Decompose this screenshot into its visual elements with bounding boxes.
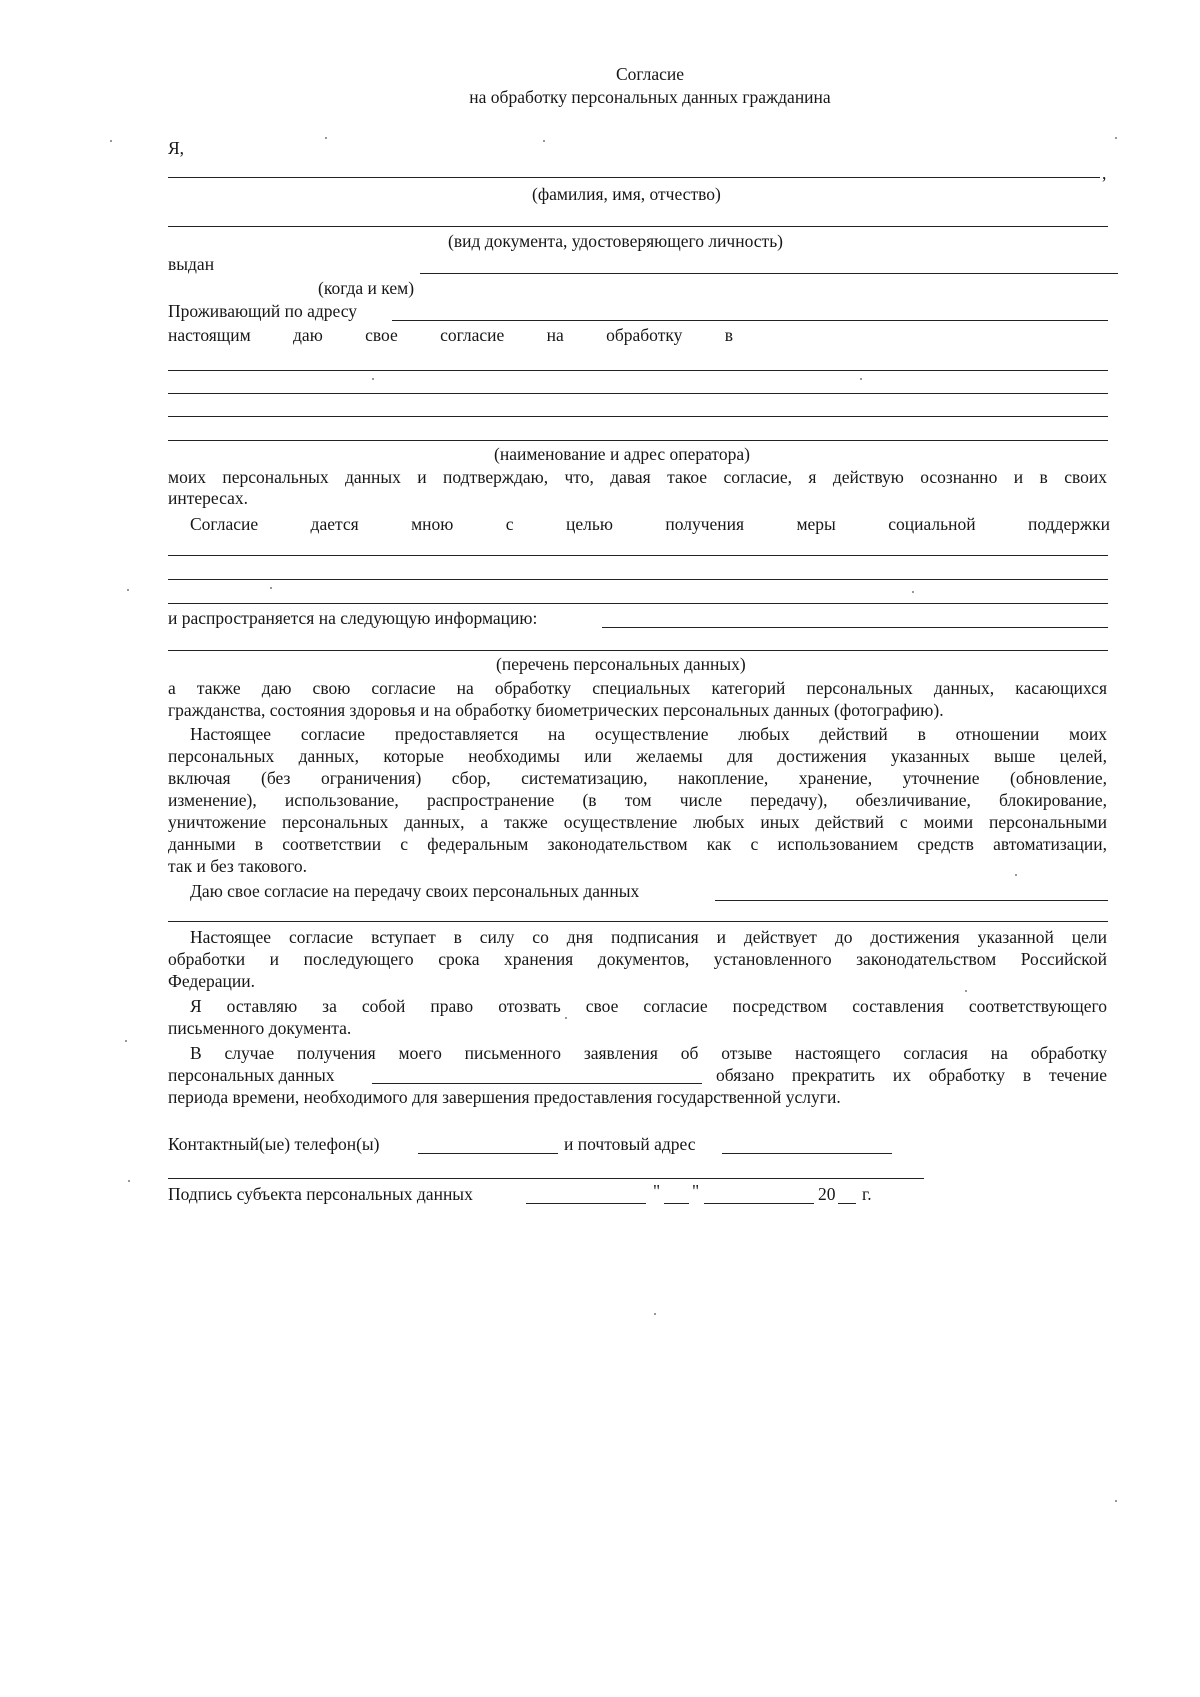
- paragraph-line: изменение), использование, распространение (в том числе передачу), обезличивание, блокирование,: [168, 790, 1107, 810]
- operator-field-line[interactable]: [168, 416, 1108, 417]
- scan-speck: [965, 990, 967, 992]
- paragraph-line: а также даю свою согласие на обработку специальных категорий персональных данных, касающихся: [168, 678, 1107, 698]
- scan-speck: [654, 1313, 656, 1315]
- scan-speck: [125, 1040, 127, 1042]
- consent-word: в: [724, 325, 733, 345]
- purpose-word: целью: [565, 514, 613, 534]
- paragraph-line: включая (без ограничения) сбор, систематизацию, накопление, хранение, уточнение (обновление,: [168, 768, 1107, 788]
- fio-field-line[interactable]: [168, 177, 1100, 178]
- id-document-caption: (вид документа, удостоверяющего личность): [448, 231, 784, 251]
- date-year-suffix: г.: [862, 1184, 872, 1204]
- consent-word: на: [546, 325, 564, 345]
- scan-speck: [860, 378, 862, 380]
- info-list-caption: (перечень персональных данных): [496, 654, 746, 674]
- scan-speck: [543, 140, 545, 142]
- signature-field-line[interactable]: [526, 1203, 646, 1204]
- operator-caption: (наименование и адрес оператора): [494, 444, 750, 464]
- operator-field-line[interactable]: [168, 440, 1108, 441]
- phone-field-line[interactable]: [418, 1153, 558, 1154]
- scan-speck: [565, 1017, 567, 1019]
- processor-field-line[interactable]: [372, 1083, 702, 1084]
- fio-comma: ,: [1102, 163, 1107, 183]
- document-subtitle: на обработку персональных данных гражданина: [469, 87, 831, 107]
- issued-label: выдан: [168, 254, 215, 274]
- paragraph-line: интересах.: [168, 488, 248, 508]
- consent-word: даю: [293, 325, 323, 345]
- operator-field-line[interactable]: [168, 370, 1108, 371]
- paragraph-line: обработки и последующего срока хранения документов, установленного законодательством Российской: [168, 949, 1107, 969]
- consent-line: [168, 325, 733, 345]
- paragraph-line: Федерации.: [168, 971, 256, 991]
- signature-label: Подпись субъекта персональных данных: [168, 1184, 473, 1204]
- consent-word: настоящим: [168, 325, 251, 345]
- date-year-prefix: 20: [818, 1184, 836, 1204]
- purpose-word: социальной: [888, 514, 976, 534]
- ya-label: Я,: [168, 138, 185, 158]
- date-month-field-line[interactable]: [704, 1203, 814, 1204]
- scan-speck: [1115, 137, 1117, 139]
- paragraph-line: обязано прекратить их обработку в течение: [716, 1065, 1107, 1085]
- transfer-field-line[interactable]: [715, 900, 1108, 901]
- paragraph-line: моих персональных данных и подтверждаю, что, давая такое согласие, я действую осознанно и в своих: [168, 467, 1107, 487]
- consent-word: обработку: [606, 325, 683, 345]
- purpose-word: меры: [796, 514, 836, 534]
- paragraph-line: В случае получения моего письменного заявления об отзыве настоящего согласия на обработку: [190, 1043, 1107, 1063]
- purpose-word: получения: [665, 514, 745, 534]
- paragraph-line: письменного документа.: [168, 1018, 352, 1038]
- operator-field-line[interactable]: [168, 393, 1108, 394]
- address-label: Проживающий по адресу: [168, 301, 358, 321]
- scan-speck: [270, 587, 272, 589]
- purpose-word: дается: [310, 514, 359, 534]
- date-day-field-line[interactable]: [664, 1203, 689, 1204]
- scan-speck: [325, 137, 327, 139]
- address-field-line[interactable]: [392, 320, 1108, 321]
- scan-speck: [912, 591, 914, 593]
- applies-to-label: и распространяется на следующую информацию:: [168, 608, 538, 628]
- purpose-field-line[interactable]: [168, 579, 1108, 580]
- scan-speck: [1115, 1500, 1117, 1502]
- purpose-field-line[interactable]: [168, 555, 1108, 556]
- paragraph-line: уничтожение персональных данных, а также осуществление любых иных действий с моими персональными: [168, 812, 1107, 832]
- document-title: Согласие: [615, 64, 685, 84]
- paragraph-line: персональных данных, которые необходимы или желаемы для достижения указанных выше целей,: [168, 746, 1107, 766]
- purpose-line: [190, 514, 1110, 534]
- consent-word: согласие: [440, 325, 505, 345]
- scan-speck: [110, 140, 112, 142]
- transfer-label: Даю свое согласие на передачу своих персональных данных: [190, 881, 640, 901]
- purpose-word: с: [505, 514, 514, 534]
- paragraph-line: персональных данных: [168, 1065, 335, 1085]
- scan-speck: [372, 378, 374, 380]
- date-year-field-line[interactable]: [838, 1203, 856, 1204]
- purpose-word: Согласие: [190, 514, 259, 534]
- purpose-field-line[interactable]: [168, 603, 1108, 604]
- info-field-line[interactable]: [602, 627, 1108, 628]
- postal-label: и почтовый адрес: [564, 1134, 696, 1154]
- date-quote-close: ": [692, 1181, 700, 1201]
- contacts-label: Контактный(ые) телефон(ы): [168, 1134, 380, 1154]
- scan-speck: [127, 589, 129, 591]
- paragraph-line: данными в соответствии с федеральным законодательством как с использованием средств автоматизации,: [168, 834, 1107, 854]
- scan-speck: [1015, 874, 1017, 876]
- purpose-word: поддержки: [1028, 514, 1110, 534]
- issued-field-line[interactable]: [420, 273, 1118, 274]
- paragraph-line: гражданства, состояния здоровья и на обработку биометрических персональных данных (фотографию).: [168, 700, 944, 720]
- paragraph-line: так и без такового.: [168, 856, 307, 876]
- id-document-field-line[interactable]: [168, 226, 1108, 227]
- info-field-line[interactable]: [168, 650, 1108, 651]
- transfer-field-line[interactable]: [168, 921, 1108, 922]
- paragraph-line: Я оставляю за собой право отозвать свое согласие посредством составления соответствующего: [190, 996, 1107, 1016]
- paragraph-line: Настоящее согласие вступает в силу со дня подписания и действует до достижения указанной цели: [190, 927, 1107, 947]
- scan-speck: [128, 1180, 130, 1182]
- issued-caption: (когда и кем): [318, 278, 415, 298]
- postal-field-line[interactable]: [722, 1153, 892, 1154]
- postal-field-line[interactable]: [168, 1178, 924, 1179]
- paragraph-line: Настоящее согласие предоставляется на осуществление любых действий в отношении моих: [190, 724, 1107, 744]
- date-quote-open: ": [653, 1181, 661, 1201]
- paragraph-line: периода времени, необходимого для завершения предоставления государственной услуги.: [168, 1087, 841, 1107]
- purpose-word: мною: [411, 514, 454, 534]
- fio-caption: (фамилия, имя, отчество): [532, 184, 721, 204]
- consent-word: свое: [365, 325, 398, 345]
